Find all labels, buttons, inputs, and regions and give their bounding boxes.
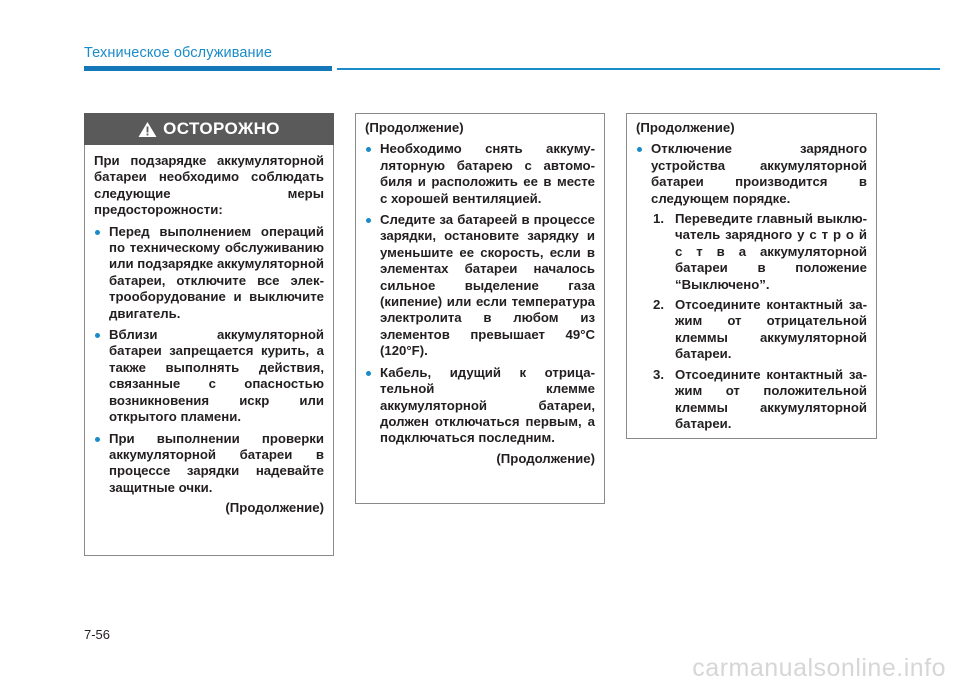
continued-label: (Продолжение) <box>496 450 595 466</box>
step-number: 2. <box>653 297 664 313</box>
header-rule-thick <box>84 66 332 71</box>
bullet-dot <box>366 218 371 223</box>
warning-triangle-icon <box>138 121 157 138</box>
list-item <box>94 431 324 497</box>
step-text: Переведите главный выклю-чатель зарядного у с т р о й с т в а аккумуляторной батареи в положение “Выключено”. <box>675 211 867 292</box>
list-item <box>636 141 867 207</box>
continued-label: (Продолжение) <box>636 120 735 135</box>
warning-intro: При подзарядке аккумуляторной батареи необходимо соблюдать следующие меры предосторожности: <box>94 153 324 218</box>
step-text: Отсоедините контактный за-жим от отрицательной клеммы аккумуляторной батареи. <box>675 297 867 362</box>
continued-label: (Продолжение) <box>225 500 324 516</box>
bullet-text: Перед выполнением операций по техническому обслуживанию или подзарядке аккумуляторной батареи, отключите все элек-трооборудование и выключите двигатель. <box>109 223 324 321</box>
numbered-step <box>636 211 867 293</box>
watermark: carmanualsonline.info <box>692 654 946 682</box>
header-rule-thin <box>337 68 940 70</box>
bullet-text: При выполнении проверки аккумуляторной батареи в процессе зарядки надевайте защитные очки. <box>109 430 324 495</box>
list-item <box>94 224 324 322</box>
page-number: 7-56 <box>84 627 111 642</box>
step-text: Отсоедините контактный за-жим от положительной клеммы аккумуляторной батареи. <box>675 366 867 431</box>
list-item <box>365 212 595 360</box>
continued-label: (Продолжение) <box>365 120 464 135</box>
bullet-dot <box>366 147 371 152</box>
bullet-text: Следите за батареей в процессе зарядки, остановите зарядку и уменьшите ее скорость, если в элементах батареи началось сильное выделение газа (кипение) или если температура электролита в любом из элементов превышает 49°C (120°F). <box>380 212 595 359</box>
warning-heading: ОСТОРОЖНО <box>163 118 280 138</box>
list-item <box>365 141 595 207</box>
bullet-text: Кабель, идущий к отрица-тельной клемме аккумуляторной батареи, должен отключаться первым, а подключаться последним. <box>380 364 595 446</box>
continuation-box-right <box>626 113 877 439</box>
numbered-step <box>636 297 867 363</box>
bullet-dot <box>95 230 100 235</box>
list-item <box>365 365 595 447</box>
continuation-box-middle <box>355 113 605 504</box>
bullet-text: Необходимо снять аккуму-ляторную батарею с автомо-биля и расположить ее в месте с хорошей вентиляцией. <box>380 141 595 206</box>
list-item <box>94 327 324 425</box>
bullet-dot <box>366 371 371 376</box>
bullet-dot <box>637 147 642 152</box>
bullet-dot <box>95 437 100 442</box>
bullet-dot <box>95 333 100 338</box>
section-title: Техническое обслуживание <box>84 45 272 61</box>
warning-header <box>84 113 334 145</box>
step-number: 1. <box>653 211 664 227</box>
numbered-step <box>636 367 867 433</box>
step-number: 3. <box>653 366 664 382</box>
bullet-text: Вблизи аккумуляторной батареи запрещается курить, а также выполнять действия, связанные с опасностью возникновения искр или открытого пламени. <box>109 327 324 425</box>
bullet-text: Отключение зарядного устройства аккумуляторной батареи производится в следующем порядке. <box>651 141 867 206</box>
warning-box <box>84 113 334 556</box>
